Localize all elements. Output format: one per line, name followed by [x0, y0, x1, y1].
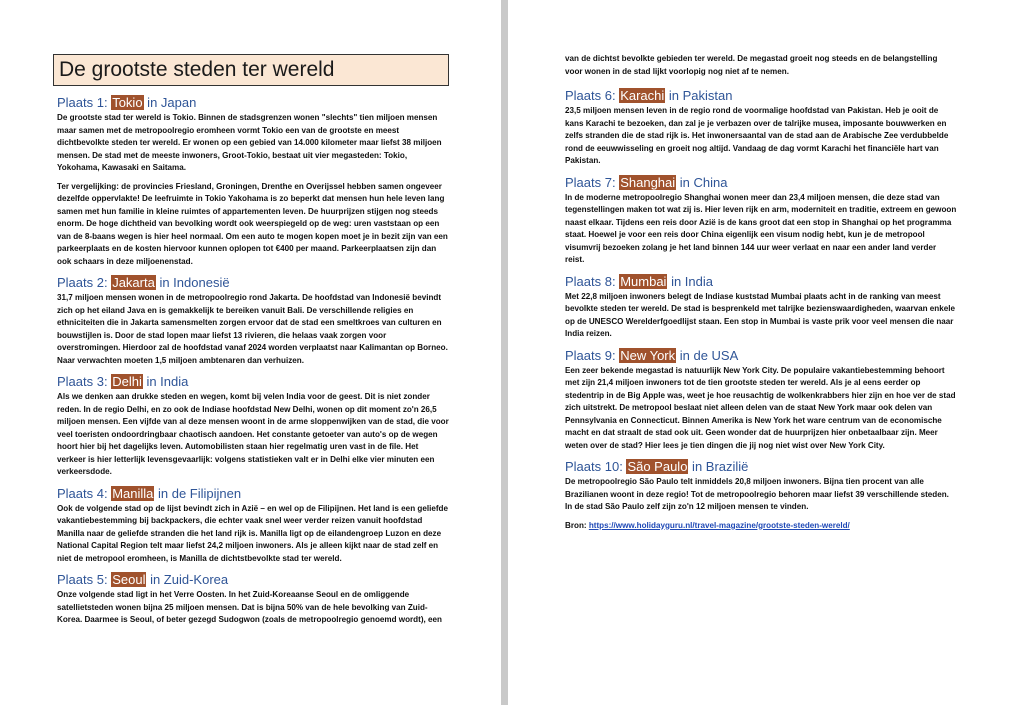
section-plaats-3 [57, 373, 449, 479]
document-title[interactable]: De grootste steden ter wereld [53, 54, 449, 86]
section-plaats-8 [565, 273, 957, 341]
paragraph[interactable]: De metropoolregio São Paulo telt inmiddels 20,8 miljoen inwoners. Bijna tien procent van alle Brazilianen woont in deze regio! Tot de metropoolregio behoren maar liefst 39 verschillende steden. In de stad São Paulo zelf zijn zo'n 12 miljoen mensen te vinden. [565, 477, 949, 511]
section-plaats-4 [57, 485, 449, 566]
section-heading[interactable] [565, 458, 957, 475]
section-heading[interactable] [57, 94, 449, 111]
city-highlight: Karachi [620, 88, 665, 103]
city-highlight: Jakarta [112, 275, 155, 290]
paragraph[interactable]: De grootste stad ter wereld is Tokio. Binnen de stadsgrenzen wonen "slechts" tien miljoen mensen maar samen met de metropoolregio eromheen vormt Tokio een van de grootste en meest dichtbevolkte steden ter wereld. Er wonen op een gebied van 14.000 kilometer maar liefst 38 miljoen mensen. De stad met de meeste inwoners, Groot-Tokio, bestaat uit vier megasteden: Tokio, Yokohama, Kawasaki en Saitama. [57, 113, 442, 172]
heading-prefix: Plaats 8: [565, 273, 620, 289]
section-plaats-2 [57, 274, 449, 367]
city-highlight: New York [620, 347, 676, 363]
paragraph[interactable]: Met 22,8 miljoen inwoners belegt de Indiase kuststad Mumbai plaats acht in de ranking van meest bevolkte steden ter wereld. De stad is besprenkeld met talrijke bezienswaardigheden, waarvan enkele op de UNESCO Werelderfgoedlijst staan. Een stop in Mumbai is vaste prik voor veel mensen die naar India reizen. [565, 291, 956, 338]
source-line [565, 520, 957, 533]
heading-suffix: in de USA [676, 347, 739, 363]
city-highlight: Seoul [112, 572, 146, 587]
source-label: Bron: [565, 520, 589, 530]
section-plaats-9 [565, 347, 957, 453]
city-highlight: São Paulo [627, 459, 688, 474]
heading-prefix: Plaats 5: [57, 572, 112, 587]
document-page-right [508, 0, 1009, 705]
heading-suffix: in India [142, 374, 189, 389]
continuation-paragraph[interactable]: van de dichtst bevolkte gebieden ter wereld. De megastad groeit nog steeds en de belangstelling voor wonen in de stad lijkt voorlopig nog niet af te nemen. [565, 54, 938, 76]
section-heading[interactable] [565, 273, 957, 290]
heading-suffix: in Indonesië [155, 275, 230, 290]
heading-suffix: in de Filipijnen [154, 485, 242, 501]
heading-prefix: Plaats 4: [57, 485, 112, 501]
paragraph[interactable]: In de moderne metropoolregio Shanghai wonen meer dan 23,4 miljoen mensen, die deze stad van tegenstellingen maken tot wat zij is. Hier leven rijk en arm, moderniteit en traditie, extreem en gewoon naast elkaar. Tijdens een reis door Azië is de kans groot dat een stop in Shanghai op het programma staat. Hoewel je voor een reis door China eigenlijk een visum nodig hebt, kun je de metropool visumvrij bezoeken zolang je het land binnen 144 uur weer verlaat en naar een ander land verder reist. [565, 192, 957, 264]
paragraph[interactable]: Ter vergelijking: de provincies Friesland, Groningen, Drenthe en Overijssel hebben samen ongeveer dezelfde oppervlakte! De leefruimte in Tokio Yakohama is zo beperkt dat mensen hun hele leven lang samen met hun familie in kleine ruimtes of appartementen leven. De huurprijzen stijgen nog steeds enorm. De hoge dichtheid van bevolking wordt ook weerspiegeld op de weg: uren vaststaan op een van de 8-baans wegen is hier heel normaal. Om een auto te mogen kopen moet je in bezit zijn van een parkeerplaats en de kosten hiervoor kunnen oplopen tot €400 per maand. Parkeerplaatsen zijn dan ook schaars in deze miljoenenstad. [57, 181, 448, 266]
document-page-left [0, 0, 501, 705]
section-heading[interactable] [57, 571, 449, 588]
heading-suffix: in Pakistan [665, 88, 733, 103]
heading-suffix: in India [667, 273, 713, 289]
heading-suffix: in Japan [143, 95, 197, 110]
heading-prefix: Plaats 3: [57, 374, 112, 389]
heading-suffix: in Zuid-Korea [146, 572, 229, 587]
paragraph[interactable]: Als we denken aan drukke steden en wegen, komt bij velen India voor de geest. Dit is niet zonder reden. In de regio Delhi, en zo ook de Indiase hoofdstad New Delhi, wonen op dit moment zo'n 26,5 miljoen mensen. Een vijfde van al deze mensen woont in de arme sloppenwijken van de stad, die voor veel toeristen ondoordringbaar chaotisch aandoen. Het constante getoeter van auto's op de wegen hoort hier bij het dagelijks leven. Automobilisten staan hier regelmatig uren vast in de file. Het verkeer is hier letterlijk levensgevaarlijk: volgens statistieken valt er in Delhi elke vier minuten een verkeersdode. [57, 392, 449, 476]
section-plaats-10 [565, 458, 957, 514]
heading-suffix: in China [676, 174, 728, 190]
section-heading[interactable] [565, 174, 957, 191]
paragraph[interactable]: 23,5 miljoen mensen leven in de regio rond de voormalige hoofdstad van Pakistan. Heb je ooit de kans Karachi te bezoeken, dan zal je je verbazen over de talrijke musea, imposante bouwwerken en zelfs stranden die de stad rijk is. Het inwonersaantal van de stad aan de Arabische Zee verdubbelde rond de eeuwwisseling en groeit nog altijd. Vandaag de dag vormt Karachi het financiële hart van Pakistan. [565, 106, 949, 165]
city-highlight: Mumbai [620, 273, 667, 289]
section-plaats-5 [57, 571, 449, 627]
section-plaats-1 [57, 94, 449, 268]
city-highlight: Tokio [112, 95, 143, 110]
paragraph[interactable]: Ook de volgende stad op de lijst bevindt zich in Azië – en wel op de Filipijnen. Het land is een geliefde vakantiebestemming bij backpackers, die echter vaak snel weer verder reizen vanuit hoofdstad Manilla naar de geliefde stranden die het land rijk is. Manilla ligt op de eilandengroep Luzon en deze National Capital Region telt maar liefst 24,2 miljoen inwoners. Als je alleen kijkt naar de stad zelf en niet de metropool eromheen, is Manilla de dichtstbevolkte stad ter wereld. [57, 503, 448, 563]
heading-prefix: Plaats 7: [565, 174, 620, 190]
city-highlight: Manilla [112, 485, 154, 501]
paragraph[interactable]: Een zeer bekende megastad is natuurlijk New York City. De populaire vakantiebestemming behoort met zijn 21,4 miljoen inwoners tot de tien grootste steden ter wereld. Als je al eens eerder op stedentrip in de Big Apple was, weet je hoe reusachtig de wolkenkrabbers hier zijn en hoe ver de stad zich uitstrekt. De metropool beslaat niet alleen delen van de staat New York maar ook delen van Pennsylvania en Connecticut. Binnen Amerika is New York het ware centrum van de economische macht en dat straalt de stad ook uit. Geen wonder dat de huurprijzen hier onbetaalbaar zijn. Meer weten over de stad? Hier lees je tien dingen die jij nog niet wist over New York City. [565, 365, 956, 450]
heading-prefix: Plaats 10: [565, 459, 627, 474]
city-highlight: Shanghai [620, 174, 676, 190]
heading-prefix: Plaats 1: [57, 95, 112, 110]
paragraph[interactable]: 31,7 miljoen mensen wonen in de metropoolregio rond Jakarta. De hoofdstad van Indonesië bevindt zich op het eiland Java en is gemakkelijk te bereiken vanuit Bali. De verschillende religies en ethniciteiten die in Jakarta samensmelten zorgen ervoor dat de stad een smeltkroes van culturen en bouwstijlen is. Door de stad lopen maar liefst 13 rivieren, die helaas vaak zorgen voor overstromingen. Hierdoor zal de hoofdstad vanaf 2024 worden verplaatst naar Kalimantan op Borneo. Naar verwachten moeten 1,5 miljoen ambtenaren dan verhuizen. [57, 293, 448, 365]
section-heading[interactable] [57, 274, 449, 291]
section-heading[interactable] [57, 373, 449, 390]
heading-suffix: in Brazilië [688, 459, 749, 474]
heading-prefix: Plaats 2: [57, 275, 112, 290]
heading-prefix: Plaats 9: [565, 347, 620, 363]
section-heading[interactable] [565, 87, 957, 104]
section-plaats-6 [565, 87, 957, 168]
section-plaats-7 [565, 174, 957, 267]
source-link[interactable]: https://www.holidayguru.nl/travel-magazine/grootste-steden-wereld/ [588, 520, 850, 530]
section-heading[interactable] [565, 347, 957, 364]
heading-prefix: Plaats 6: [565, 88, 620, 103]
paragraph[interactable]: Onze volgende stad ligt in het Verre Oosten. In het Zuid-Koreaanse Seoul en de omliggende satellietsteden wonen bijna 25 miljoen mensen. Dat is bijna 50% van de hele bevolking van Zuid-Korea. Daarmee is Seoul, of beter gezegd Sudogwon (zoals de metropoolregio genoemd wordt), een [57, 590, 442, 624]
section-heading[interactable] [57, 485, 449, 502]
city-highlight: Delhi [112, 374, 142, 389]
